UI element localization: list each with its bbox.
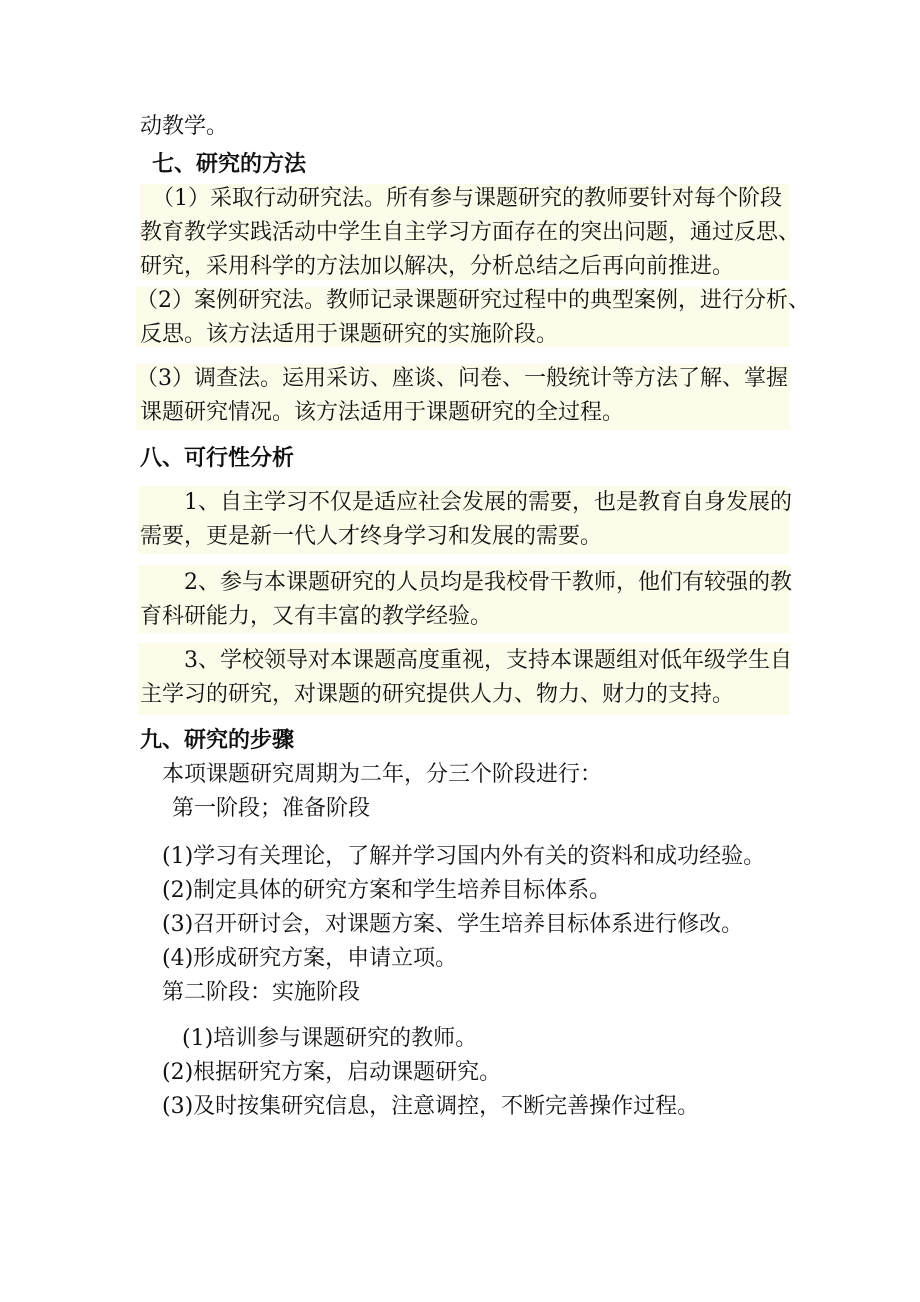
steps-intro: 本项课题研究周期为二年，分三个阶段进行： xyxy=(162,762,603,787)
feasibility-p2-line2: 育科研能力，又有丰富的教学经验。 xyxy=(140,604,493,629)
stage1-item: (2)制定具体的研究方案和学生培养目标体系。 xyxy=(162,878,612,903)
methods-p2-line2: 反思。该方法适用于课题研究的实施阶段。 xyxy=(140,322,559,347)
heading-steps: 九、研究的步骤 xyxy=(140,728,295,753)
stage1-item: (1)学习有关理论，了解并学习国内外有关的资料和成功经验。 xyxy=(162,844,766,869)
stage1-item: (3)召开研讨会，对课题方案、学生培养目标体系进行修改。 xyxy=(162,912,744,937)
methods-p1-line1: （1）采取行动研究法。所有参与课题研究的教师要针对每个阶段 xyxy=(152,186,782,211)
stage2-item: (3)及时按集研究信息，注意调控，不断完善操作过程。 xyxy=(162,1094,700,1119)
stage2-item: (1)培训参与课题研究的教师。 xyxy=(182,1026,478,1051)
heading-methods: 七、研究的方法 xyxy=(152,152,307,177)
stage1-item: (4)形成研究方案，申请立项。 xyxy=(162,946,458,971)
methods-p1-line3: 研究，采用科学的方法加以解决，分析总结之后再向前推进。 xyxy=(140,254,735,279)
methods-p3-line2: 课题研究情况。该方法适用于课题研究的全过程。 xyxy=(140,400,625,425)
continuation-line: 动教学。 xyxy=(140,114,229,139)
feasibility-p2-line1: 2、参与本课题研究的人员均是我校骨干教师，他们有较强的教 xyxy=(184,570,792,595)
stage2-title: 第二阶段：实施阶段 xyxy=(162,980,361,1005)
heading-feasibility: 八、可行性分析 xyxy=(140,446,295,471)
feasibility-p1-line2: 需要，更是新一代人才终身学习和发展的需要。 xyxy=(140,524,603,549)
stage1-title: 第一阶段；准备阶段 xyxy=(172,796,371,821)
methods-p2-line1: （2）案例研究法。教师记录课题研究过程中的典型案例，进行分析、 xyxy=(136,288,810,313)
feasibility-p3-line1: 3、学校领导对本课题高度重视，支持本课题组对低年级学生自 xyxy=(184,648,792,673)
methods-p1-line2: 教育教学实践活动中学生自主学习方面存在的突出问题，通过反思、 xyxy=(140,220,801,245)
feasibility-p1-line1: 1、自主学习不仅是适应社会发展的需要，也是教育自身发展的 xyxy=(184,490,792,515)
methods-p3-line1: （3）调查法。运用采访、座谈、问卷、一般统计等方法了解、掌握 xyxy=(136,366,788,391)
feasibility-p3-line2: 主学习的研究，对课题的研究提供人力、物力、财力的支持。 xyxy=(140,682,735,707)
stage2-item: (2)根据研究方案，启动课题研究。 xyxy=(162,1060,502,1085)
